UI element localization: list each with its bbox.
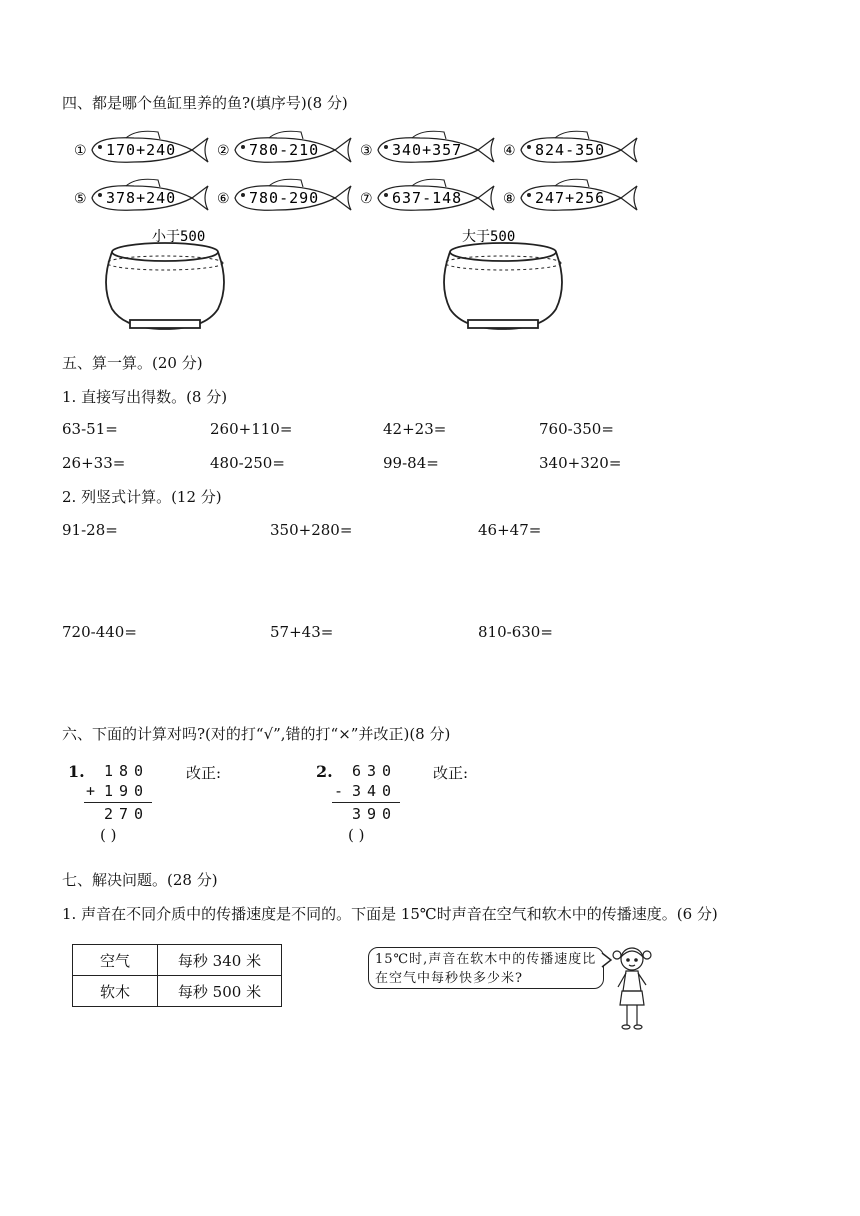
medium-cell: 软木 [73, 976, 158, 1007]
section5-part2-heading: 2. 列竖式计算。(12 分) [62, 488, 222, 506]
problem-2-bottom: 340 [352, 782, 398, 800]
bowl-left [106, 243, 224, 329]
problem-1-fix-label: 改正: [186, 764, 222, 782]
fish-number: ⑦ [360, 191, 373, 207]
vertical-problem: 91-28= [62, 521, 118, 539]
medium-cell: 空气 [73, 945, 158, 976]
vertical-problem: 57+43= [270, 623, 334, 641]
fish-3 [360, 131, 494, 162]
oral-problem: 480-250= [210, 454, 285, 472]
oral-problem: 42+23= [383, 420, 447, 438]
problem-2-top: 630 [352, 762, 398, 780]
bowl-right-label: 大于500 [462, 229, 516, 245]
problem-1-bottom: 190 [104, 782, 150, 800]
fish-expression: 170+240 [106, 141, 177, 159]
problem-1-top: 180 [104, 762, 150, 780]
oral-problem: 99-84= [383, 454, 439, 472]
bowl-right [444, 243, 562, 329]
fish-layer [74, 131, 637, 210]
speech-bubble: 15℃时,声音在软木中的传播速度比在空气中每秒快多少米? [368, 947, 604, 989]
bowl-left-label: 小于500 [152, 229, 206, 245]
fish-expression: 340+357 [392, 141, 463, 159]
fish-6 [217, 179, 351, 210]
problem-2-result: 390 [352, 805, 398, 823]
fish-bowls-figure [70, 124, 650, 339]
section6-heading: 六、下面的计算对吗?(对的打“√”,错的打“×”并改正)(8 分) [62, 725, 451, 743]
fish-expression: 637-148 [392, 189, 463, 207]
problem-2-op: - [334, 782, 350, 800]
problem-1-label: 1. [68, 762, 85, 781]
problem-2-label: 2. [316, 762, 333, 781]
fish-number: ⑤ [74, 191, 87, 207]
section7-question-1: 1. 声音在不同介质中的传播速度是不同的。下面是 15℃时声音在空气和软木中的传播速度。(6 分) [62, 905, 718, 923]
oral-problem: 760-350= [539, 420, 614, 438]
problem-2-fix-label: 改正: [433, 764, 469, 782]
problem-1-op: + [86, 782, 102, 800]
section5-heading: 五、算一算。(20 分) [62, 354, 203, 372]
fish-8 [503, 179, 637, 210]
fish-expression: 780-290 [249, 189, 320, 207]
oral-problem: 260+110= [210, 420, 293, 438]
problem-1-result: 270 [104, 805, 150, 823]
fish-number: ⑧ [503, 191, 516, 207]
fish-number: ① [74, 143, 87, 159]
section4-heading: 四、都是哪个鱼缸里养的鱼?(填序号)(8 分) [62, 94, 348, 112]
problem-1-line [84, 802, 152, 803]
section7-heading: 七、解决问题。(28 分) [62, 871, 218, 889]
section5-part1-heading: 1. 直接写出得数。(8 分) [62, 388, 228, 406]
problem-2-line [332, 802, 400, 803]
fish-7 [360, 179, 494, 210]
fish-number: ⑥ [217, 191, 230, 207]
problem-1-answer-paren: ( ) [100, 826, 117, 844]
vertical-problem: 350+280= [270, 521, 353, 539]
fish-expression: 247+256 [535, 189, 606, 207]
oral-problem: 340+320= [539, 454, 622, 472]
girl-illustration [608, 943, 656, 1033]
oral-problem: 26+33= [62, 454, 126, 472]
fish-number: ④ [503, 143, 516, 159]
fish-number: ③ [360, 143, 373, 159]
speed-table [72, 944, 282, 1007]
table-row [73, 945, 282, 976]
fish-4 [503, 131, 637, 162]
fish-5 [74, 179, 208, 210]
fish-2 [217, 131, 351, 162]
problem-2-answer-paren: ( ) [348, 826, 365, 844]
vertical-problem: 46+47= [478, 521, 542, 539]
fish-expression: 378+240 [106, 189, 177, 207]
fish-expression: 780-210 [249, 141, 320, 159]
vertical-problem: 720-440= [62, 623, 137, 641]
speed-cell: 每秒 500 米 [158, 976, 282, 1007]
table-row [73, 976, 282, 1007]
vertical-problem: 810-630= [478, 623, 553, 641]
oral-problem: 63-51= [62, 420, 118, 438]
fish-1 [74, 131, 208, 162]
fish-expression: 824-350 [535, 141, 606, 159]
speed-cell: 每秒 340 米 [158, 945, 282, 976]
fish-number: ② [217, 143, 230, 159]
